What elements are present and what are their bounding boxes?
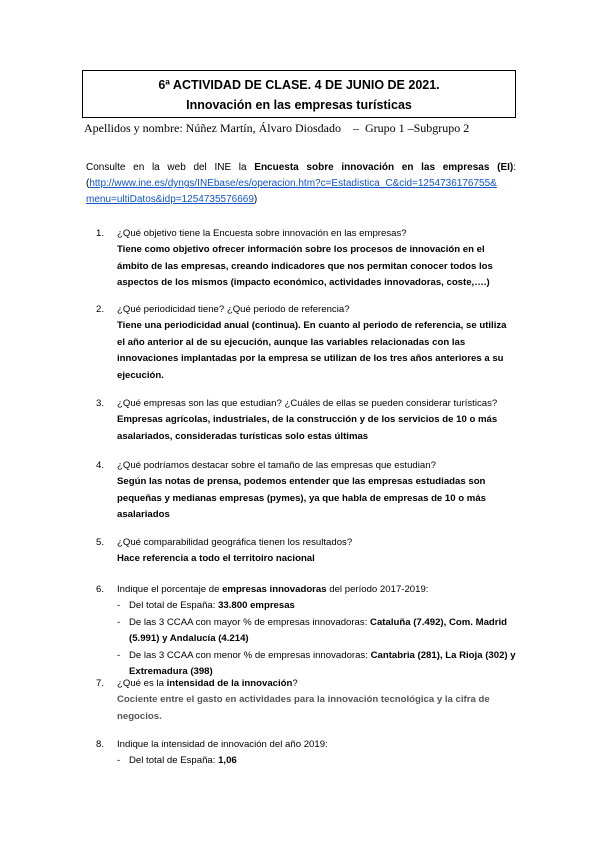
- answer-list: [117, 598, 516, 680]
- item-label: Del total de España:: [129, 600, 219, 612]
- paren-open: (: [86, 178, 90, 189]
- answer-text: Tiene una periodicidad anual (continua). En cuanto al periodo de referencia, se utiliza el año anterior al de su ejecución, aunque las variables relacionadas con las innovaciones implantadas por la empresa se utilizan de los tres años anteriores a su ejecución.: [117, 320, 507, 381]
- dash-bullet: -: [117, 649, 121, 661]
- question-text: Indique la intensidad de innovación del año 2019:: [117, 739, 328, 750]
- ine-link-part-1[interactable]: http://www.ine.es/dyngs/INEbase/es/operacion.htm?c=Estadistica_C&cid=1254736176755&: [89, 178, 497, 189]
- intro-paragraph: [86, 160, 516, 208]
- intro-survey-name: Encuesta sobre innovación en las empresas (EI): [254, 162, 514, 173]
- question-4: [96, 458, 516, 524]
- ine-link-part-2[interactable]: menu=ultiDatos&idp=1254735576669: [86, 194, 254, 205]
- question-text: ¿Qué objetivo tiene la Encuesta sobre innovación en las empresas?: [117, 228, 407, 239]
- list-item: [117, 753, 516, 769]
- question-7: [96, 676, 516, 725]
- question-text: [117, 582, 516, 598]
- intro-colon: :: [513, 162, 516, 173]
- question-3: [96, 396, 516, 445]
- intro-line: [86, 160, 516, 176]
- dash-bullet: -: [117, 755, 121, 767]
- title-line-2: Innovación en las empresas turísticas: [186, 98, 412, 112]
- question-text-part: ¿Qué es la: [117, 678, 167, 689]
- question-number: 1.: [96, 228, 105, 239]
- answer-text: Tiene como objetivo ofrecer información sobre los procesos de innovación en el ámbito de las empresas, creando indicadores que nos permitan conocer todos los aspectos de los mismos (impacto económico, actividades innovadoras, coste,….): [117, 244, 493, 289]
- question-number: 7.: [96, 678, 105, 689]
- paren-close: ): [253, 194, 258, 205]
- answer-text: Hace referencia a todo el territoiro nacional: [117, 553, 315, 565]
- question-8: [96, 737, 516, 770]
- question-text: ¿Qué comparabilidad geográfica tienen los resultados?: [117, 537, 353, 548]
- title-line-1: 6ª ACTIVIDAD DE CLASE. 4 DE JUNIO DE 2021.: [158, 78, 440, 92]
- answer-list: [117, 753, 516, 769]
- question-text-bold: empresas innovadoras: [222, 584, 327, 595]
- item-value: Cataluña (7.492), Com. Madrid (5.991) y Andalucía (4.214): [129, 616, 508, 645]
- question-2: [96, 302, 516, 384]
- question-number: 2.: [96, 304, 105, 315]
- item-value: 1,06: [218, 755, 237, 767]
- dash-bullet: -: [117, 600, 121, 612]
- title-box: [82, 70, 516, 118]
- question-number: 3.: [96, 398, 105, 409]
- item-label: De las 3 CCAA con mayor % de empresas innovadoras:: [129, 616, 371, 628]
- question-text-part: ?: [292, 678, 298, 689]
- item-value: 33.800 empresas: [218, 600, 295, 612]
- list-item: [117, 615, 516, 648]
- question-text: ¿Qué periodicidad tiene? ¿Qué periodo de referencia?: [117, 304, 350, 315]
- question-1: [96, 226, 516, 292]
- question-text: ¿Qué empresas son las que estudian? ¿Cuáles de ellas se pueden considerar turísticas?: [117, 398, 498, 409]
- answer-text: Según las notas de prensa, podemos entender que las empresas estudiadas son pequeñas y medianas empresas (pymes), ya que habla de empresas de 10 o más asalariados: [117, 476, 486, 521]
- question-text: ¿Qué podríamos destacar sobre el tamaño de las empresas que estudian?: [117, 460, 436, 471]
- question-text-part: del período 2017-2019:: [326, 584, 429, 595]
- question-number: 8.: [96, 739, 105, 750]
- intro-text: Consulte en la web del INE la: [86, 162, 255, 173]
- question-text-bold: intensidad de la innovación: [166, 678, 293, 689]
- answer-text: Empresas agrícolas, industriales, de la construcción y de los servicios de 10 o más asalariados, consideradas turísticas solo estas últimas: [117, 414, 498, 442]
- answer-text: Cociente entre el gasto en actividades para la innovación tecnológica y la cifra de negocios.: [117, 694, 490, 722]
- question-6: [96, 582, 516, 680]
- author-line: Apellidos y nombre: Núñez Martín, Álvaro Diosdado – Grupo 1 –Subgrupo 2: [84, 121, 470, 135]
- dash-bullet: -: [117, 616, 121, 628]
- question-number: 4.: [96, 460, 105, 471]
- item-label: Del total de España:: [129, 755, 219, 767]
- item-label: De las 3 CCAA con menor % de empresas innovadoras:: [129, 649, 371, 661]
- item-value: Cantabria (281), La Rioja (302) y Extremadura (398): [129, 649, 516, 678]
- question-text: [117, 676, 516, 692]
- question-number: 5.: [96, 537, 105, 548]
- question-5: [96, 535, 516, 568]
- question-number: 6.: [96, 584, 105, 595]
- question-text-part: Indique el porcentaje de: [117, 584, 223, 595]
- intro-link-block: [86, 176, 516, 208]
- list-item: [117, 598, 516, 614]
